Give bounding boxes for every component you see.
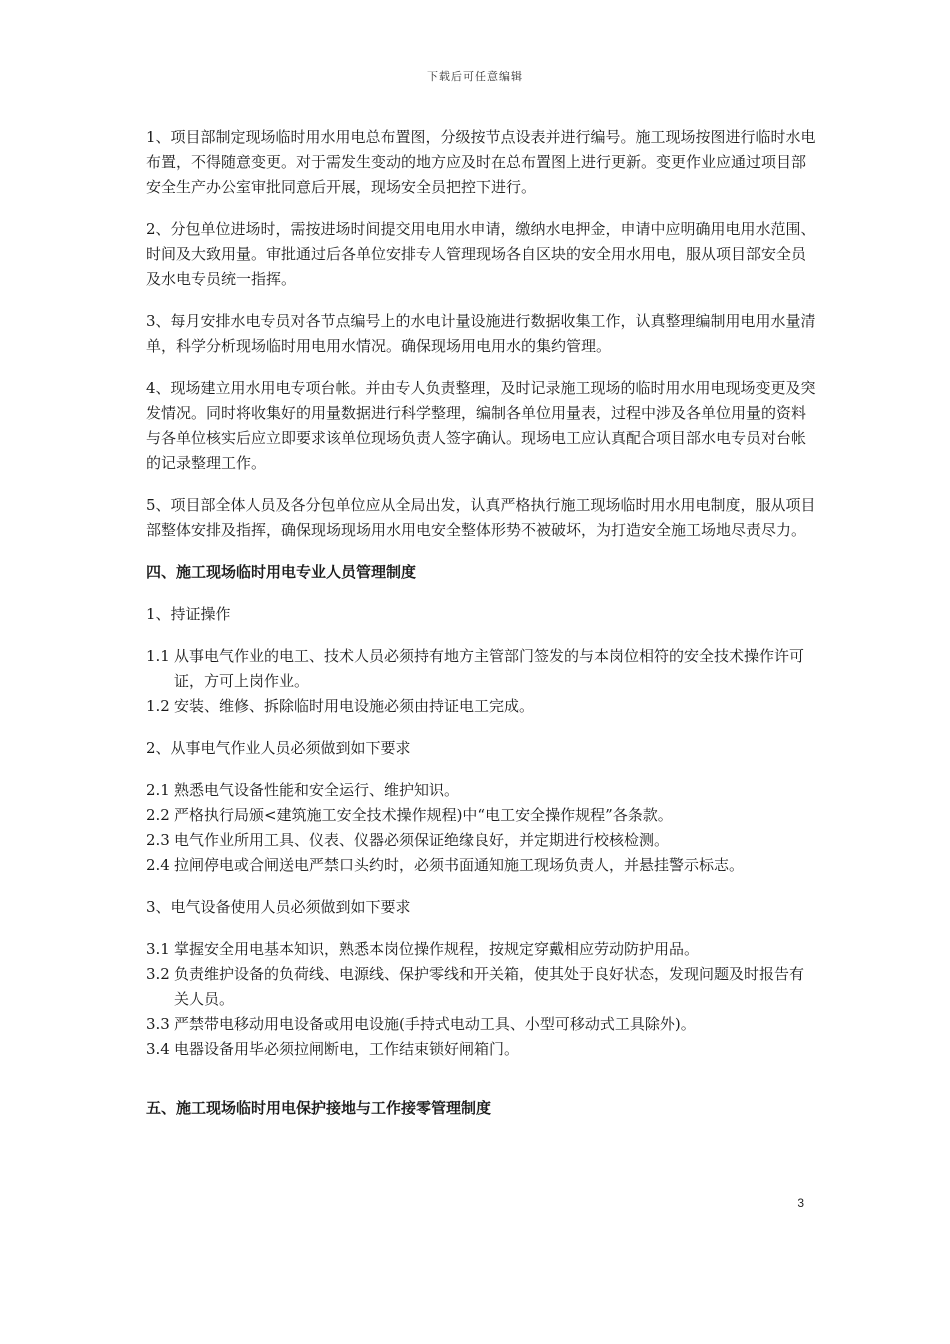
item-text: 电气作业所用工具、仪表、仪器必须保证绝缘良好，并定期进行校核检测。 (174, 831, 670, 849)
page-header: 下载后可任意编辑 (427, 70, 523, 83)
paragraph-1: 1、项目部制定现场临时用水用电总布置图，分级按节点设表并进行编号。施工现场按图进行临时水电布置，不得随意变更。对于需发生变动的地方应及时在总布置图上进行更新。变更作业应通过项目部安全生产办公室审批同意后开展，现场安全员把控下进行。 (146, 128, 816, 196)
list-item (146, 803, 816, 828)
spacer (146, 1079, 816, 1096)
group-3-title: 3、电气设备使用人员必须做到如下要求 (146, 898, 411, 916)
paragraph-2: 2、分包单位进场时，需按进场时间提交用电用水申请，缴纳水电押金，申请中应明确用电用水范围、时间及大致用量。审批通过后各单位安排专人管理现场各自区块的安全用水用电，服从项目部安全员及水电专员统一指挥。 (146, 220, 816, 288)
list-item (146, 828, 816, 853)
section-5-heading: 五、施工现场临时用电保护接地与工作接零管理制度 (146, 1099, 492, 1117)
item-number: 3.2 (146, 965, 170, 983)
item-text: 熟悉电气设备性能和安全运行、维护知识。 (174, 781, 460, 799)
item-number: 1.1 (146, 647, 170, 665)
list-item (146, 962, 816, 1012)
group-1-title: 1、持证操作 (146, 605, 231, 623)
list-item (146, 694, 816, 719)
item-text: 严格执行局颁<建筑施工安全技术操作规程)中“电工安全操作规程”各条款。 (174, 806, 673, 824)
item-text: 安装、维修、拆除临时用电设施必须由持证电工完成。 (174, 697, 535, 715)
paragraph-5: 5、项目部全体人员及各分包单位应从全局出发，认真严格执行施工现场临时用水用电制度，服从项目部整体安排及指挥，确保现场现场用水用电安全整体形势不被破坏，为打造安全施工场地尽责尽力。 (146, 496, 816, 539)
item-number: 3.1 (146, 940, 170, 958)
item-text: 掌握安全用电基本知识，熟悉本岗位操作规程，按规定穿戴相应劳动防护用品。 (174, 940, 700, 958)
group-2-list (146, 778, 816, 878)
paragraph-4: 4、现场建立用水用电专项台帐。并由专人负责整理，及时记录施工现场的临时用水用电现场变更及突发情况。同时将收集好的用量数据进行科学整理，编制各单位用量表，过程中涉及各单位用量的资料与各单位核实后应立即要求该单位现场负责人签字确认。现场电工应认真配合项目部水电专员对台帐的记录整理工作。 (146, 379, 816, 472)
item-number: 3.3 (146, 1015, 170, 1033)
group-2-title: 2、从事电气作业人员必须做到如下要求 (146, 739, 411, 757)
item-text: 严禁带电移动用电设备或用电设施(手持式电动工具、小型可移动式工具除外)。 (174, 1015, 696, 1033)
paragraph-3: 3、每月安排水电专员对各节点编号上的水电计量设施进行数据收集工作，认真整理编制用电用水量清单，科学分析现场临时用电用水情况。确保现场用电用水的集约管理。 (146, 312, 816, 355)
item-number: 2.2 (146, 806, 170, 824)
item-text: 拉闸停电或合闸送电严禁口头约时，必须书面通知施工现场负责人，并悬挂警示标志。 (174, 856, 745, 874)
item-number: 1.2 (146, 697, 170, 715)
item-number: 2.3 (146, 831, 170, 849)
list-item (146, 937, 816, 962)
group-3-list (146, 937, 816, 1062)
group-1-list (146, 644, 816, 719)
item-number: 3.4 (146, 1040, 170, 1058)
list-item (146, 778, 816, 803)
item-number: 2.1 (146, 781, 170, 799)
page-number: 3 (797, 1196, 804, 1210)
item-text: 从事电气作业的电工、技术人员必须持有地方主管部门签发的与本岗位相符的安全技术操作许可证，方可上岗作业。 (174, 647, 805, 690)
section-4-heading: 四、施工现场临时用电专业人员管理制度 (146, 563, 417, 581)
list-item (146, 853, 816, 878)
list-item (146, 644, 816, 694)
document-body (146, 125, 816, 1138)
list-item (146, 1037, 816, 1062)
item-text: 电器设备用毕必须拉闸断电，工作结束锁好闸箱门。 (174, 1040, 520, 1058)
list-item (146, 1012, 816, 1037)
item-text: 负责维护设备的负荷线、电源线、保护零线和开关箱，使其处于良好状态，发现问题及时报告有关人员。 (174, 965, 805, 1008)
item-number: 2.4 (146, 856, 170, 874)
